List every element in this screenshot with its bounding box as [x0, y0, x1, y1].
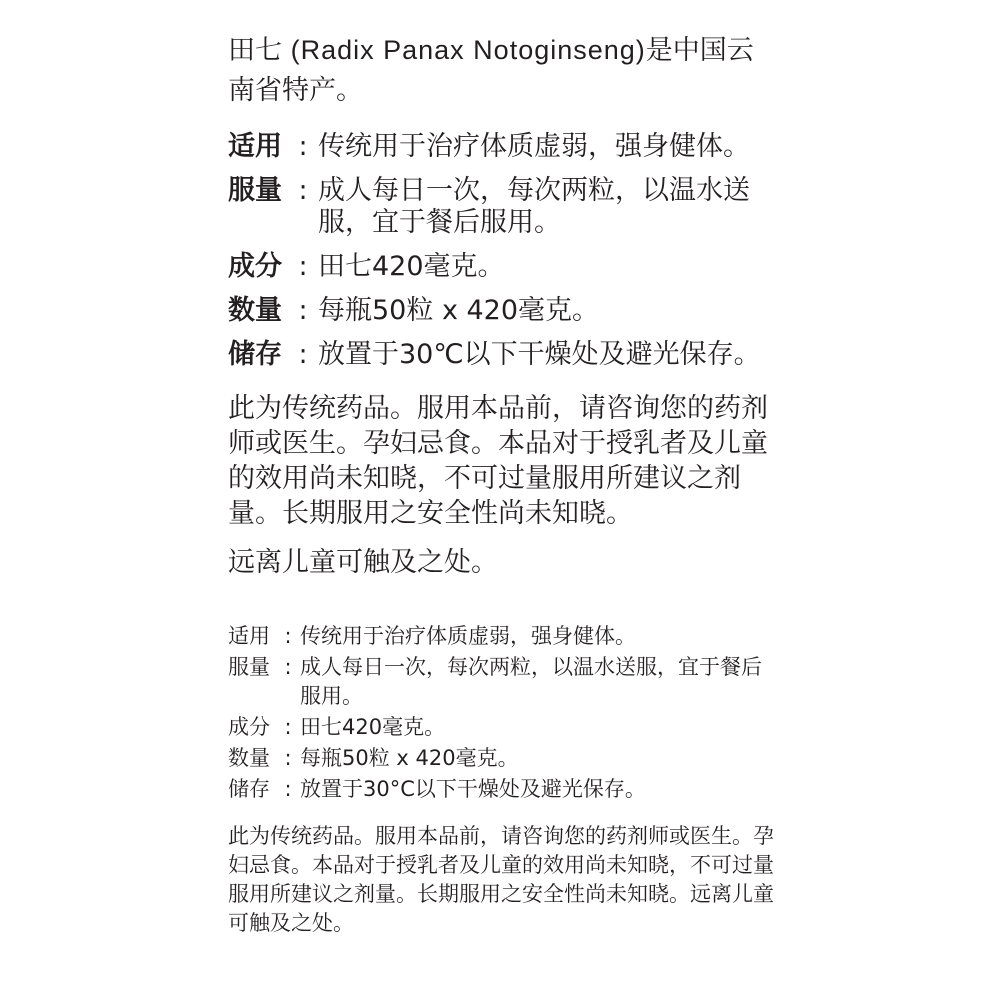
field-separator: : [284, 746, 292, 770]
field-dosage [228, 175, 768, 239]
field-key: 适用 [228, 131, 282, 162]
field-ingredients [228, 251, 768, 283]
field-quantity [228, 295, 768, 327]
field-key: 成分 [228, 715, 270, 739]
field-separator: : [284, 624, 292, 648]
field-value: 传统用于治疗体质虚弱，强身健体。 [318, 131, 750, 162]
field-separator: : [284, 655, 292, 679]
field-key: 适用 [228, 624, 270, 648]
field-value: 传统用于治疗体质虚弱，强身健体。 [300, 624, 636, 648]
product-name-cn: 田七 [228, 35, 282, 66]
warning-paragraph: 此为传统药品。服用本品前，请咨询您的药剂师或医生。孕妇忌食。本品对于授乳者及儿童的效用尚未知晓，不可过量服用所建议之剂量。长期服用之安全性尚未知晓。 [228, 393, 768, 529]
field-value: 田七420毫克。 [300, 715, 446, 739]
field-separator: : [298, 175, 308, 206]
field-key: 数量 [228, 295, 282, 326]
field-value: 每瓶50粒 x 420毫克。 [318, 295, 600, 326]
small-field-dosage [228, 653, 778, 711]
field-key: 数量 [228, 746, 270, 770]
product-name-latin: (Radix Panax Notoginseng) [290, 35, 646, 65]
small-field-storage [228, 775, 778, 804]
field-separator: : [298, 131, 308, 162]
product-origin: 是中国云南省特产。 [228, 35, 754, 106]
field-separator: : [298, 339, 308, 370]
small-field-usage [228, 622, 778, 651]
field-usage [228, 131, 768, 163]
field-value: 放置于30℃以下干燥处及避光保存。 [318, 339, 761, 370]
small-label-text [228, 622, 778, 938]
large-field-list [228, 131, 768, 371]
field-separator: : [284, 777, 292, 801]
field-key: 服量 [228, 655, 270, 679]
field-value: 田七420毫克。 [318, 251, 505, 282]
field-value: 每瓶50粒 x 420毫克。 [300, 746, 519, 770]
field-value: 成人每日一次，每次两粒，以温水送服，宜于餐后服用。 [300, 655, 762, 708]
field-storage [228, 339, 768, 371]
small-field-ingredients [228, 713, 778, 742]
field-key: 储存 [228, 339, 282, 370]
field-separator: : [284, 715, 292, 739]
keep-away-notice: 远离儿童可触及之处。 [228, 547, 498, 578]
large-label-text [228, 30, 768, 580]
field-key: 成分 [228, 251, 282, 282]
field-separator: : [298, 295, 308, 326]
field-separator: : [298, 251, 308, 282]
field-value: 成人每日一次，每次两粒，以温水送服，宜于餐后服用。 [318, 175, 750, 238]
small-field-quantity [228, 744, 778, 773]
product-intro [228, 30, 768, 111]
field-value: 放置于30°C以下干燥处及避光保存。 [300, 777, 646, 801]
field-key: 服量 [228, 175, 282, 206]
field-key: 储存 [228, 777, 270, 801]
small-warning-paragraph: 此为传统药品。服用本品前，请咨询您的药剂师或医生。孕妇忌食。本品对于授乳者及儿童的效用尚未知晓，不可过量服用所建议之剂量。长期服用之安全性尚未知晓。远离儿童可触及之处。 [228, 824, 774, 935]
